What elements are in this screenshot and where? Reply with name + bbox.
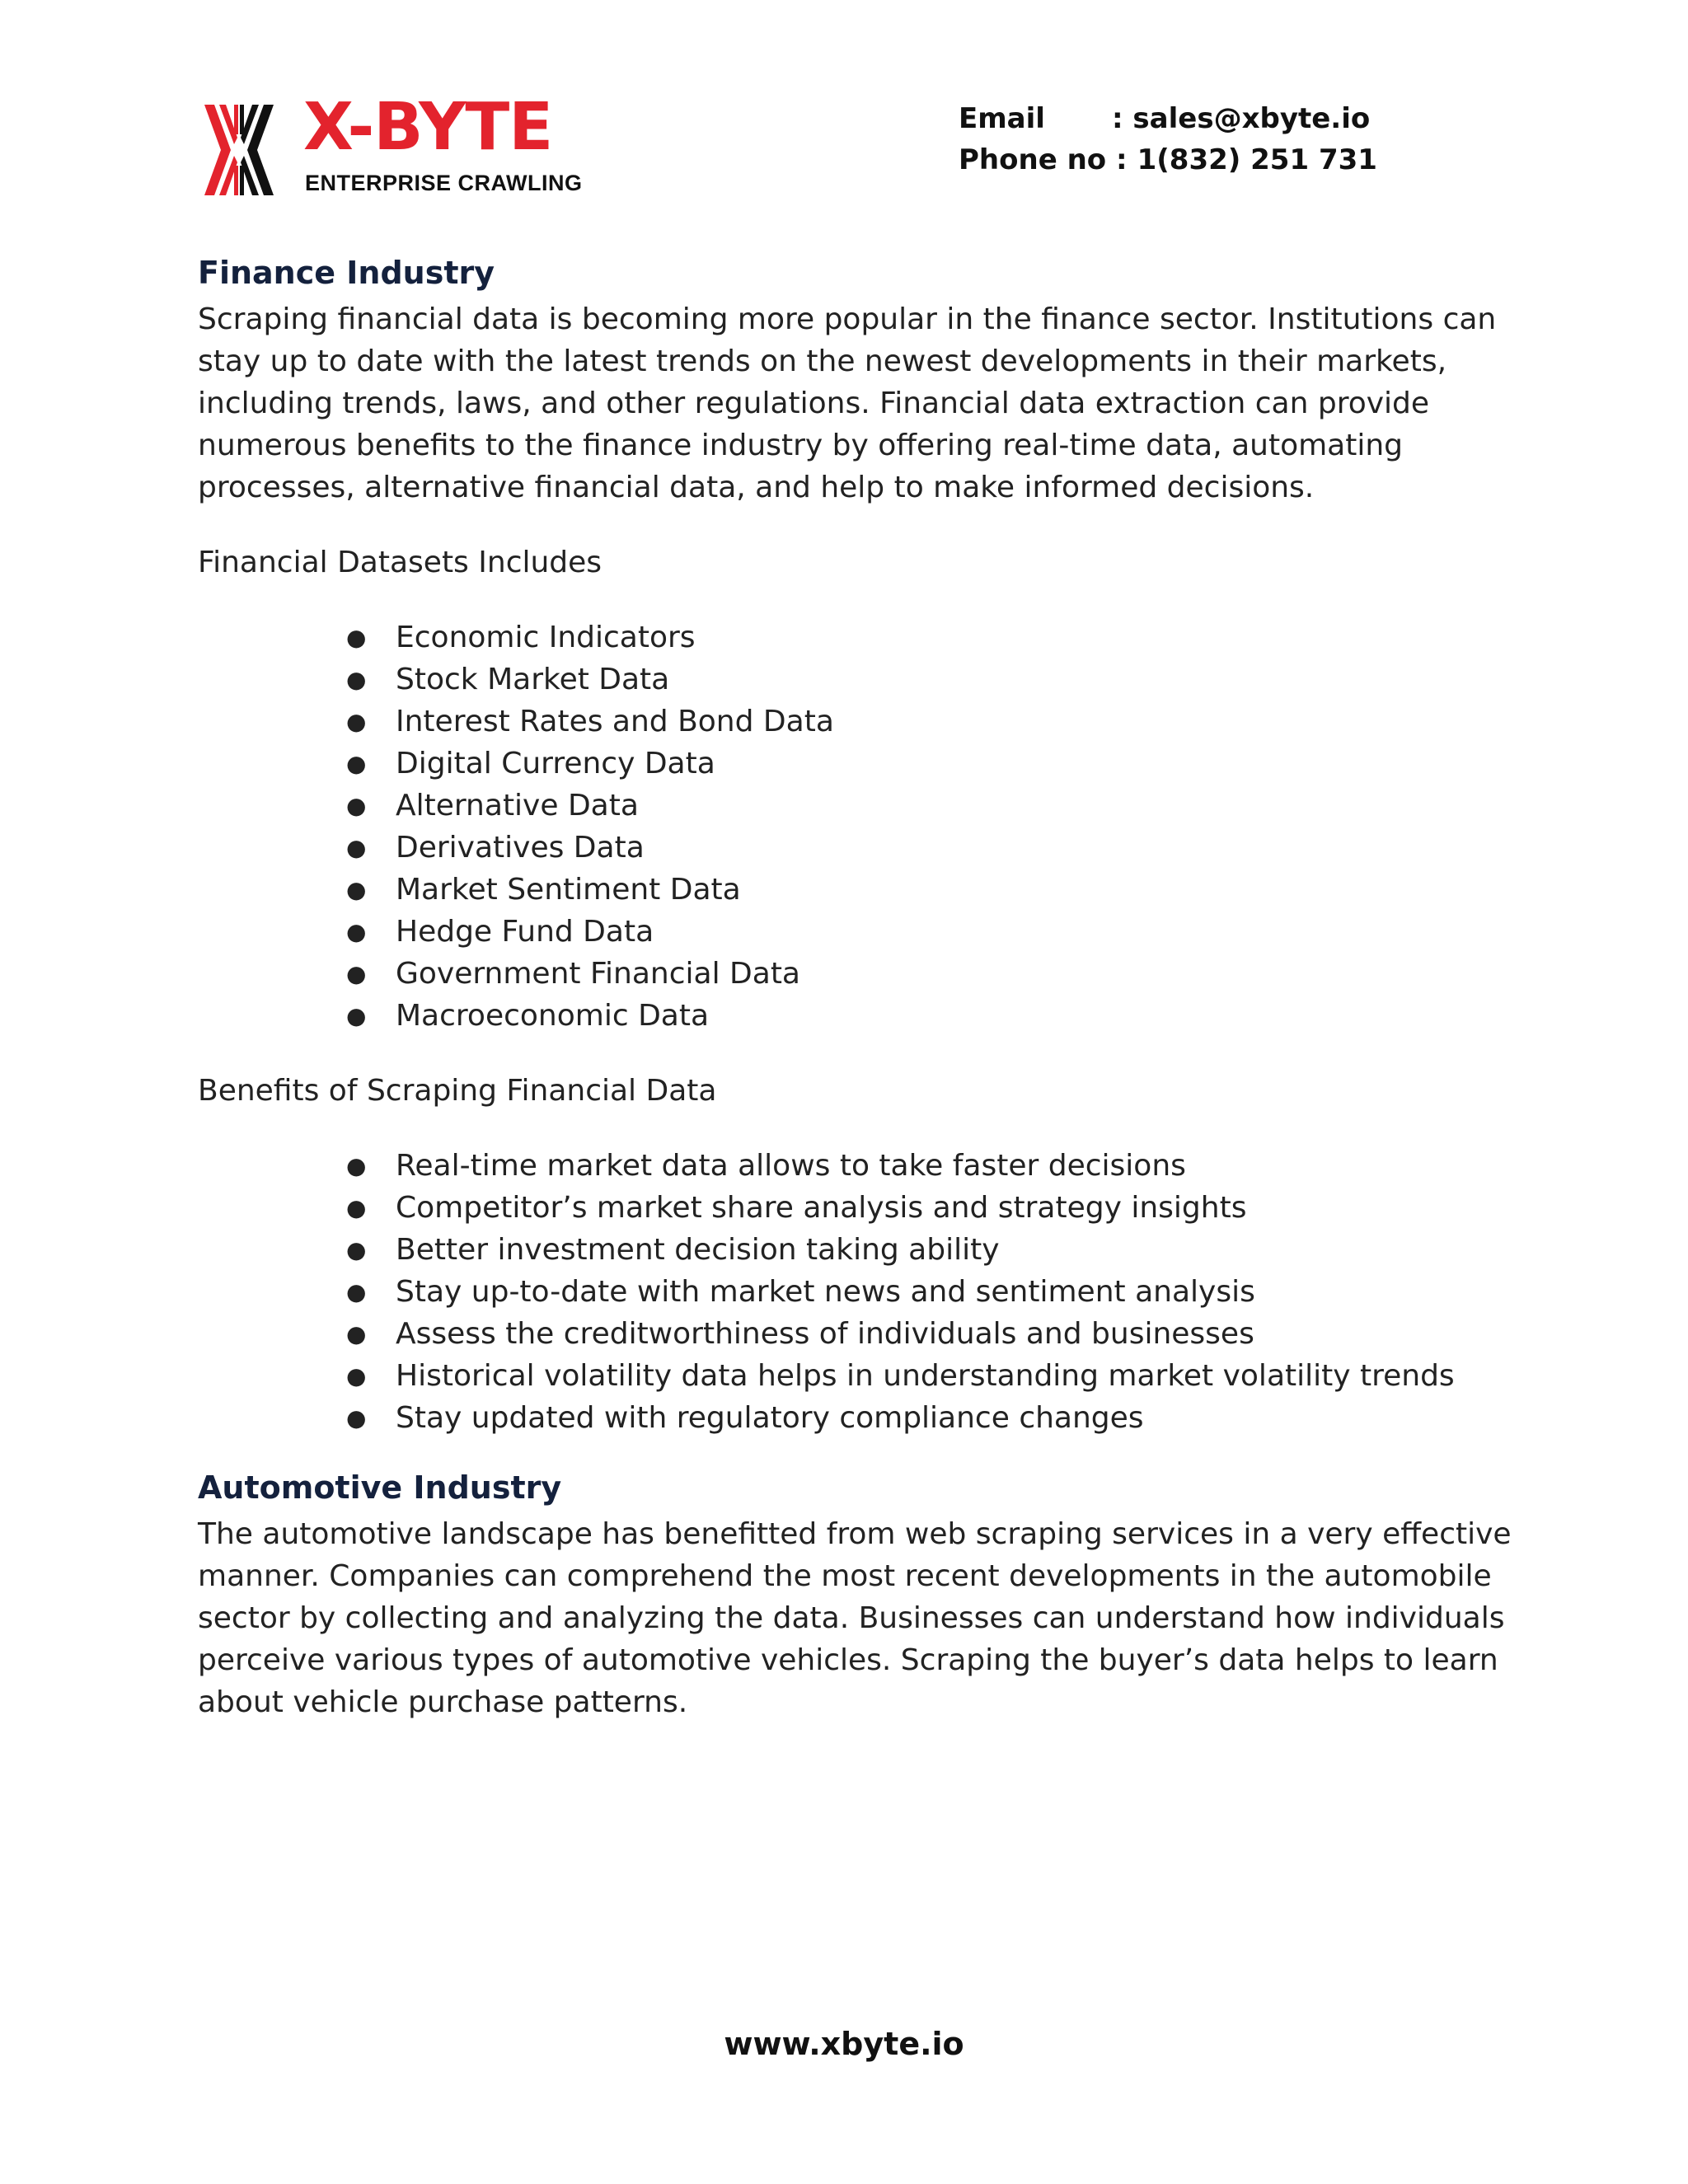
phone-row [959, 139, 1377, 180]
email-row [959, 98, 1377, 139]
bullet-icon: ● [346, 918, 367, 945]
automotive-intro: The automotive landscape has benefitted from web scraping services in a very effective manner. Companies can comprehend the most recent developments in the automobile sector by collecting and analyzing the data. Businesses can understand how individuals perceive various types of automotive vehicles. Scraping the buyer’s data helps to learn about vehicle purchase patterns. [198, 1517, 1512, 1719]
list-item: ● Digital Currency Data [346, 743, 1517, 785]
bullet-icon: ● [346, 1362, 367, 1390]
document-body [198, 247, 1517, 1723]
bullet-icon: ● [346, 1320, 367, 1347]
bullet-icon: ● [346, 1002, 367, 1029]
list-item: ● Better investment decision taking ability [346, 1229, 1517, 1271]
bullet-icon: ● [346, 1194, 367, 1221]
bullet-icon: ● [346, 666, 367, 693]
email-label: Email [959, 102, 1045, 135]
list-item: ● Market Sentiment Data [346, 869, 1517, 911]
bullet-icon: ● [346, 1404, 367, 1432]
logo-tagline: ENTERPRISE CRAWLING [305, 171, 583, 195]
bullet-icon: ● [346, 1278, 367, 1305]
list-item: ● Assess the creditworthiness of individuals and businesses [346, 1313, 1517, 1355]
phone-label: Phone no : [959, 143, 1128, 176]
bullet-icon: ● [346, 792, 367, 819]
list-item: ● Stock Market Data [346, 658, 1517, 701]
xbyte-logo-icon [201, 101, 277, 199]
bullet-icon: ● [346, 834, 367, 861]
bullet-icon: ● [346, 708, 367, 735]
list-item: ● Macroeconomic Data [346, 995, 1517, 1037]
datasets-list [198, 616, 1517, 1037]
finance-intro: Scraping financial data is becoming more popular in the finance sector. Institutions can stay up to date with the latest trends on the newest developments in their markets, including trends, laws, and other regulations. Financial data extraction can provide numerous benefits to the finance industry by offering real-time data, automating processes, alternative financial data, and help to make informed decisions. [198, 302, 1497, 504]
bullet-icon: ● [346, 960, 367, 987]
list-item: ● Derivatives Data [346, 827, 1517, 869]
finance-heading: Finance Industry [198, 255, 495, 291]
datasets-label: Financial Datasets Includes [198, 546, 603, 579]
bullet-icon: ● [346, 876, 367, 903]
list-item: ● Government Financial Data [346, 953, 1517, 995]
list-item: ● Alternative Data [346, 785, 1517, 827]
list-item: ● Stay up-to-date with market news and sentiment analysis [346, 1271, 1517, 1313]
bullet-icon: ● [346, 624, 367, 651]
list-item: ● Stay updated with regulatory compliance changes [346, 1397, 1517, 1439]
email-link[interactable]: : sales@xbyte.io [1112, 102, 1371, 135]
benefits-label: Benefits of Scraping Financial Data [198, 1074, 717, 1108]
phone-number: 1(832) 251 731 [1137, 143, 1377, 176]
list-item: ● Real-time market data allows to take faster decisions [346, 1145, 1517, 1187]
bullet-icon: ● [346, 1236, 367, 1263]
company-logo [201, 89, 588, 200]
list-item: ● Hedge Fund Data [346, 911, 1517, 953]
footer-website[interactable]: www.xbyte.io [724, 2026, 964, 2062]
benefits-list [198, 1145, 1517, 1439]
list-item: ● Economic Indicators [346, 616, 1517, 658]
bullet-icon: ● [346, 1152, 367, 1179]
automotive-heading: Automotive Industry [198, 1469, 562, 1506]
contact-info [959, 98, 1377, 180]
list-item: ● Historical volatility data helps in understanding market volatility trends [346, 1355, 1517, 1397]
logo-wordmark: X-BYTE [303, 89, 553, 165]
bullet-icon: ● [346, 750, 367, 777]
list-item: ● Interest Rates and Bond Data [346, 701, 1517, 743]
list-item: ● Competitor’s market share analysis and strategy insights [346, 1187, 1517, 1229]
